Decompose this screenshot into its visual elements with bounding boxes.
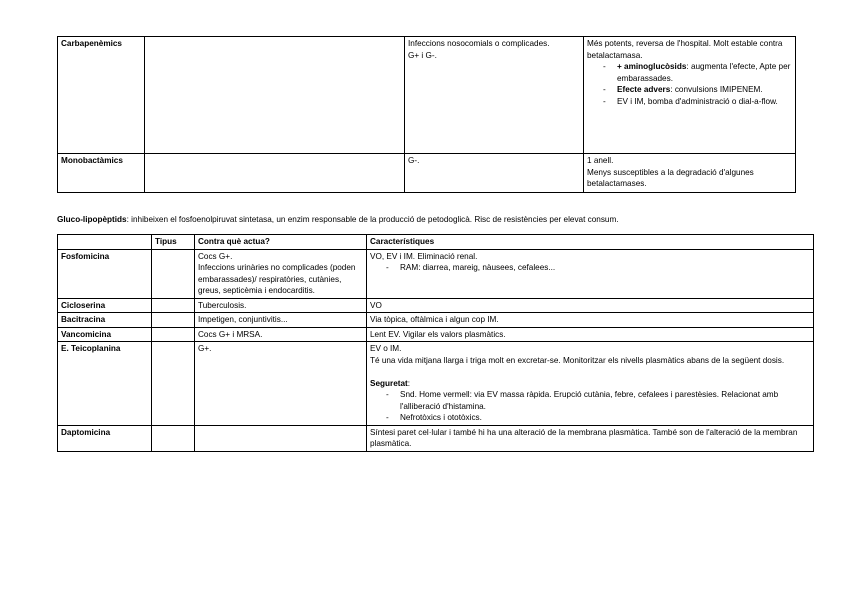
table-row-fosfomicina bbox=[58, 249, 814, 298]
table-row-teicoplanina bbox=[58, 342, 814, 426]
table-header-row bbox=[58, 235, 814, 250]
drug-type bbox=[145, 37, 405, 154]
section-description: : inhibeixen el fosfoenolpiruvat sintetasa, un enzim responsable de la producció de petodoglicà. Risc de resistències per elevat consum. bbox=[126, 215, 619, 224]
drug-features: Lent EV. Vigilar els valors plasmàtics. bbox=[367, 327, 814, 342]
column-header-features: Característiques bbox=[367, 235, 814, 250]
table-row-monobactamics bbox=[58, 154, 796, 193]
column-header bbox=[58, 235, 152, 250]
features-bullet-list bbox=[370, 262, 810, 274]
list-item: - Snd. Home vermell: via EV massa ràpida. Erupció cutània, febre, cefalees i parestèsies. Relacionat amb l'alliberació d'histamina. bbox=[370, 389, 810, 412]
list-item: - Efecte advers: convulsions IMIPENEM. bbox=[587, 84, 792, 96]
drug-indications: Infeccions nosocomials o complicades. G+ i G-. bbox=[405, 37, 584, 154]
drug-features: VO bbox=[367, 298, 814, 313]
drug-name: Vancomicina bbox=[58, 327, 152, 342]
drug-name: Cicloserina bbox=[58, 298, 152, 313]
features-bullet-list bbox=[587, 61, 792, 107]
drug-against: Cocs G+. Infeccions urinàries no complicades (poden embarassades)/ respiratòries, cutànies, greus, septicèmia i endocarditis. bbox=[195, 249, 367, 298]
drug-type bbox=[152, 313, 195, 328]
drug-against: G+. bbox=[195, 342, 367, 426]
drug-indications: G-. bbox=[405, 154, 584, 193]
drug-features: VO, EV i IM. Eliminació renal. - RAM: diarrea, mareig, nàusees, cefalees... bbox=[367, 249, 814, 298]
drug-type bbox=[152, 249, 195, 298]
drug-against: Impetigen, conjuntivitis... bbox=[195, 313, 367, 328]
table-row-carbapenemics bbox=[58, 37, 796, 154]
table-row-bacitracina bbox=[58, 313, 814, 328]
safety-heading: Seguretat: bbox=[370, 378, 411, 388]
drug-name: Fosfomicina bbox=[58, 249, 152, 298]
drug-features: EV o IM. Té una vida mitjana llarga i triga molt en excretar-se. Monitoritzar els nivells plasmàtics abans de la següent dosis. Seguretat: - Snd. Home vermell: via EV massa ràpida. Erupció cutània, febre, cefalees i parestèsies. Relacionat amb l'alliberació d'histamina. - Nefrotòxics i ototòxics. bbox=[367, 342, 814, 426]
drug-features: Síntesi paret cel·lular i també hi ha una alteració de la membrana plasmàtica. També son de l'alteració de la membran plasmàtica. bbox=[367, 425, 814, 451]
drug-type bbox=[152, 327, 195, 342]
drug-name: Daptomicina bbox=[58, 425, 152, 451]
column-header-against: Contra què actua? bbox=[195, 235, 367, 250]
table-row-daptomicina bbox=[58, 425, 814, 451]
safety-bullet-list bbox=[370, 389, 810, 424]
drug-type bbox=[152, 298, 195, 313]
drug-against: Cocs G+ i MRSA. bbox=[195, 327, 367, 342]
antibiotics-table-2 bbox=[57, 234, 814, 452]
list-item: - Nefrotòxics i ototòxics. bbox=[370, 412, 810, 424]
section-term: Gluco-lipopèptids bbox=[57, 215, 127, 224]
drug-against: Tuberculosis. bbox=[195, 298, 367, 313]
drug-type bbox=[152, 425, 195, 451]
drug-name: Bacitracina bbox=[58, 313, 152, 328]
column-header-type: Tipus bbox=[152, 235, 195, 250]
drug-name: Carbapenèmics bbox=[58, 37, 145, 154]
antibiotics-table-1 bbox=[57, 36, 796, 193]
list-item: - RAM: diarrea, mareig, nàusees, cefalees... bbox=[370, 262, 810, 274]
drug-features: 1 anell. Menys susceptibles a la degradació d'algunes betalactamases. bbox=[584, 154, 796, 193]
drug-name: Monobactàmics bbox=[58, 154, 145, 193]
gluco-lipopeptides-paragraph bbox=[57, 214, 817, 226]
list-item: - EV i IM, bomba d'administració o dial-a-flow. bbox=[587, 96, 792, 108]
table-row-vancomicina bbox=[58, 327, 814, 342]
drug-name: E. Teicoplanina bbox=[58, 342, 152, 426]
drug-features: Via tòpica, oftàlmica i algun cop IM. bbox=[367, 313, 814, 328]
drug-against bbox=[195, 425, 367, 451]
table-row-cicloserina bbox=[58, 298, 814, 313]
drug-features: Més potents, reversa de l'hospital. Molt estable contra betalactamasa. - + aminoglucòsids: augmenta l'efecte, Apte per embarassades. - Efecte advers: convulsions IMIPENEM. - EV i IM, bomba d'administració o dial-a-flow. bbox=[584, 37, 796, 154]
drug-type bbox=[152, 342, 195, 426]
drug-type bbox=[145, 154, 405, 193]
list-item: - + aminoglucòsids: augmenta l'efecte, Apte per embarassades. bbox=[587, 61, 792, 84]
